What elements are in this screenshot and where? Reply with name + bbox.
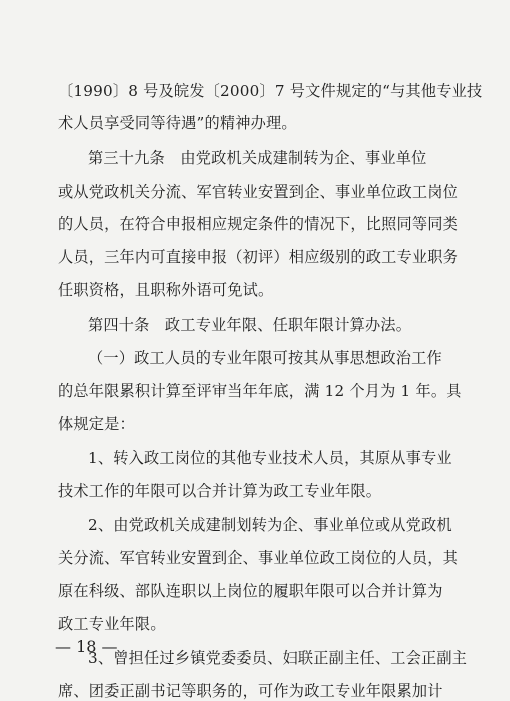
text-line-5: 的人员，在符合申报相应规定条件的情况下，比照同等同类 — [58, 215, 459, 233]
rule-1-line: 1、转入政工岗位的其他专业技术人员，其原从事专业 — [88, 449, 452, 467]
article-39-heading-line: 第三十九条 由党政机关成建制转为企、事业单位 — [88, 149, 427, 167]
text-line-10: 的总年限累积计算至评审当年年底，满 12 个月为 1 年。具 — [58, 382, 462, 400]
text-line-15: 关分流、军官转业安置到企、事业单位政工岗位的人员，其 — [58, 549, 459, 567]
rule-2-line: 2、由党政机关成建制划转为企、事业单位或从党政机 — [88, 516, 452, 534]
text-line-6: 人员，三年内可直接申报（初评）相应级别的政工专业职务 — [58, 248, 459, 266]
page-number: — 18 — — [55, 637, 118, 656]
item-1-line: （一）政工人员的专业年限可按其从事思想政治工作 — [88, 349, 442, 367]
text-line-2: 术人员享受同等待遇”的精神办理。 — [58, 114, 297, 132]
text-line-1: 〔1990〕8 号及皖发〔2000〕7 号文件规定的“与其他专业技 — [58, 82, 483, 100]
rule-3-line: 3、曾担任过乡镇党委委员、妇联正副主任、工会正副主 — [88, 649, 468, 667]
text-line-7: 任职资格，且职称外语可免试。 — [58, 281, 274, 299]
text-line-17: 政工专业年限。 — [58, 615, 166, 633]
article-40-heading-line: 第四十条 政工专业年限、任职年限计算办法。 — [88, 316, 412, 334]
text-line-13: 技术工作的年限可以合并计算为政工专业年限。 — [58, 482, 382, 500]
text-line-4: 或从党政机关分流、军官转业安置到企、事业单位政工岗位 — [58, 183, 459, 201]
text-line-19: 席、团委正副书记等职务的，可作为政工专业年限累加计 — [58, 682, 443, 700]
text-line-16: 原在科级、部队连职以上岗位的履职年限可以合并计算为 — [58, 582, 443, 600]
text-line-11: 体规定是： — [58, 415, 135, 433]
